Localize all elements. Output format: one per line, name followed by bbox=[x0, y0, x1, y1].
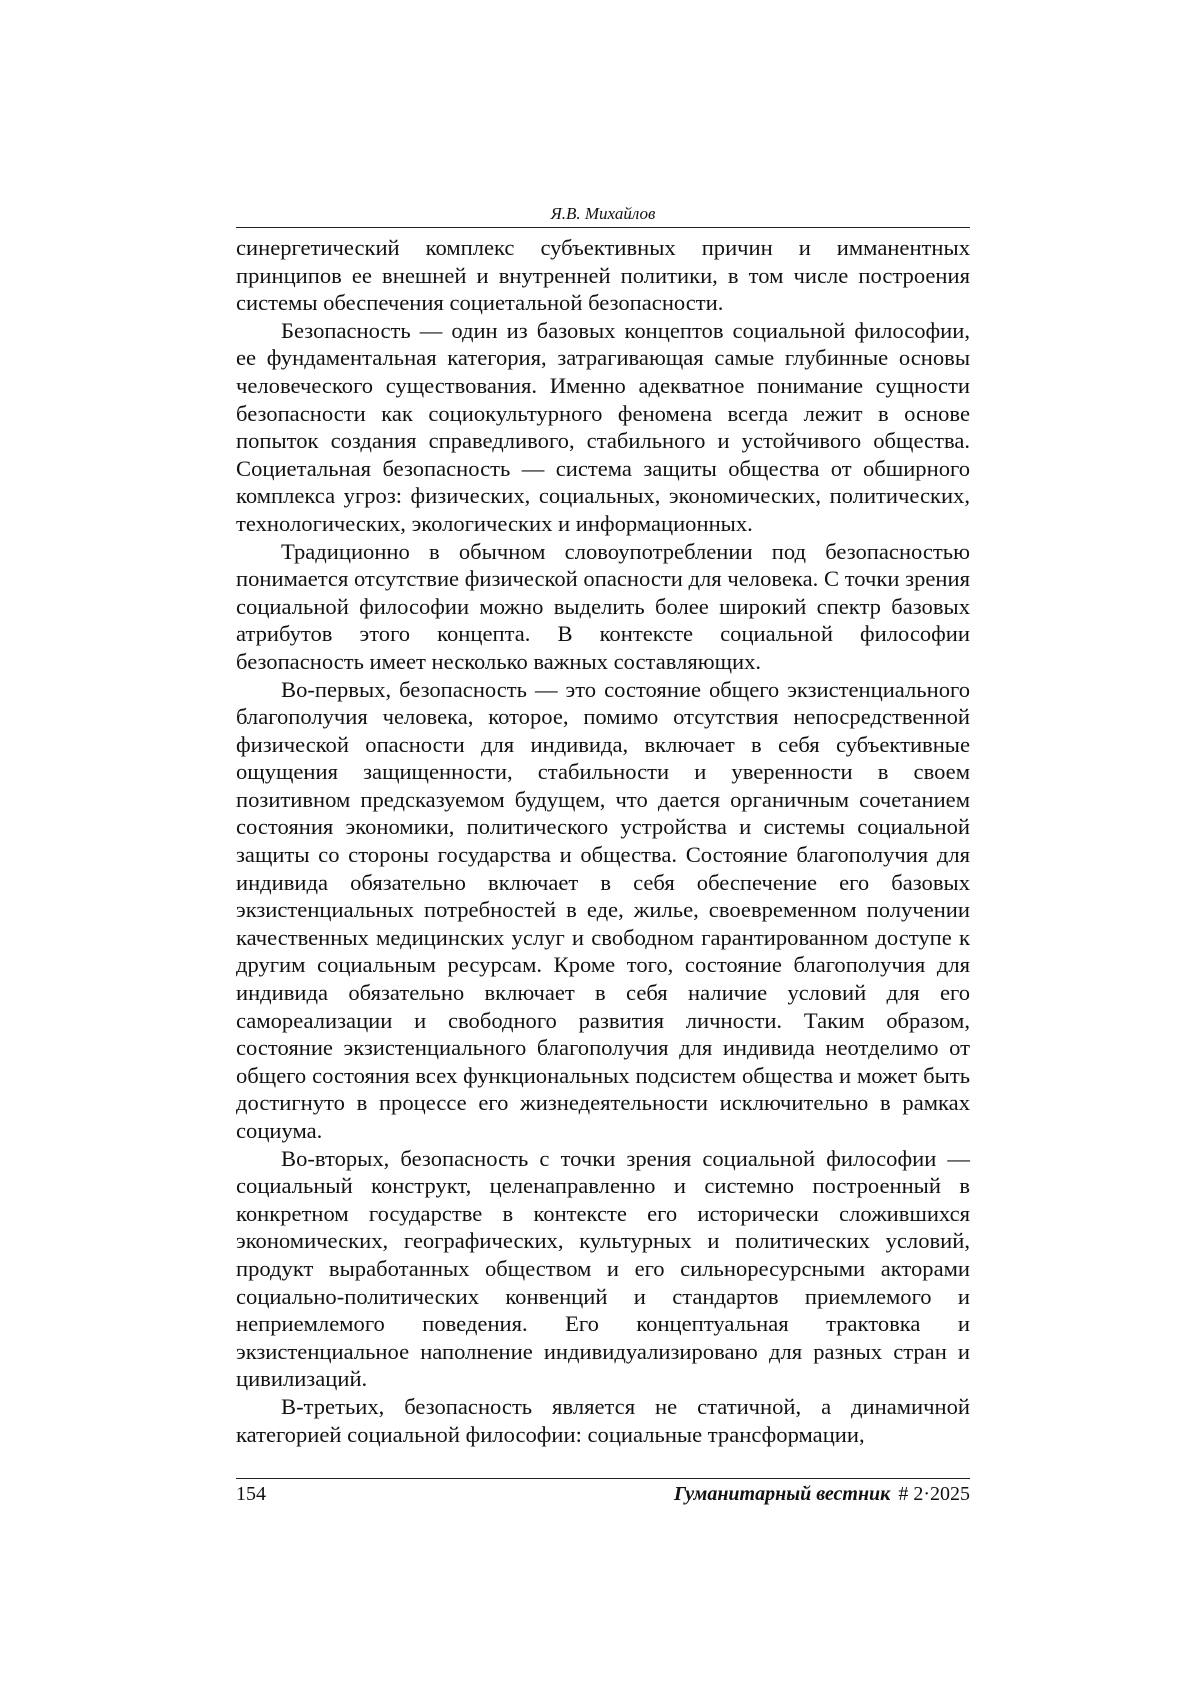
paragraph-6: В-третьих, безопасность является не статичной, а динамичной категорией социальной философии: социальные трансформации, bbox=[236, 1393, 970, 1447]
running-head-author: Я.В. Михайлов bbox=[236, 203, 970, 228]
body-text bbox=[236, 234, 970, 1448]
paragraph-2: Безопасность — один из базовых концептов социальной философии, ее фундаментальная категория, затрагивающая самые глубинные основы человеческого существования. Именно адекватное понимание сущности безопасности как социокультурного феномена всегда лежит в основе попыток создания справедливого, стабильного и устойчивого общества. Социетальная безопасность — система защиты общества от обширного комплекса угроз: физических, социальных, экономических, политических, технологических, экологических и информационных. bbox=[236, 317, 970, 536]
document-page bbox=[236, 203, 970, 1503]
paragraph-4: Во-первых, безопасность — это состояние общего экзистенциального благополучия человека, которое, помимо отсутствия непосредственной физической опасности для индивида, включает в себя субъективные ощущения защищенности, стабильности и уверенности в своем позитивном предсказуемом будущем, что дается органичным сочетанием состояния экономики, политического устройства и системы социальной защиты со стороны государства и общества. Состояние благополучия для индивида обязательно включает в себя обеспечение его базовых экзистенциальных потребностей в еде, жилье, своевременном получении качественных медицинских услуг и свободном гарантированном доступе к другим социальным ресурсам. Кроме того, состояние благополучия для индивида обязательно включает в себя наличие условий для его самореализации и свободного развития личности. Таким образом, состояние экзистенциального благополучия для индивида неотделимо от общего состояния всех функциональных подсистем общества и может быть достигнуто в процессе его жизнедеятельности исключительно в рамках социума. bbox=[236, 676, 970, 1143]
journal-issue: # 2·2025 bbox=[898, 1483, 970, 1505]
journal-title: Гуманитарный вестник bbox=[674, 1483, 891, 1505]
paragraph-1: синергетический комплекс субъективных причин и имманентных принципов ее внешней и внутренней политики, в том числе построения системы обеспечения социетальной безопасности. bbox=[236, 235, 970, 316]
paragraph-5: Во-вторых, безопасность с точки зрения социальной философии — социальный конструкт, целенаправленно и системно построенный в конкретном государстве в контексте его исторически сложившихся экономических, географических, культурных и политических условий, продукт выработанных обществом и его сильноресурсными акторами социально-политических конвенций и стандартов приемлемого и неприемлемого поведения. Его концептуальная трактовка и экзистенциальное наполнение индивидуализировано для разных стран и цивилизаций. bbox=[236, 1145, 970, 1392]
page-number: 154 bbox=[236, 1483, 266, 1505]
journal-info bbox=[674, 1482, 970, 1506]
page-footer bbox=[236, 1478, 970, 1506]
paragraph-3: Традиционно в обычном словоупотреблении под безопасностью понимается отсутствие физической опасности для человека. С точки зрения социальной философии можно выделить более широкий спектр базовых атрибутов этого концепта. В контексте социальной философии безопасность имеет несколько важных составляющих. bbox=[236, 538, 970, 674]
